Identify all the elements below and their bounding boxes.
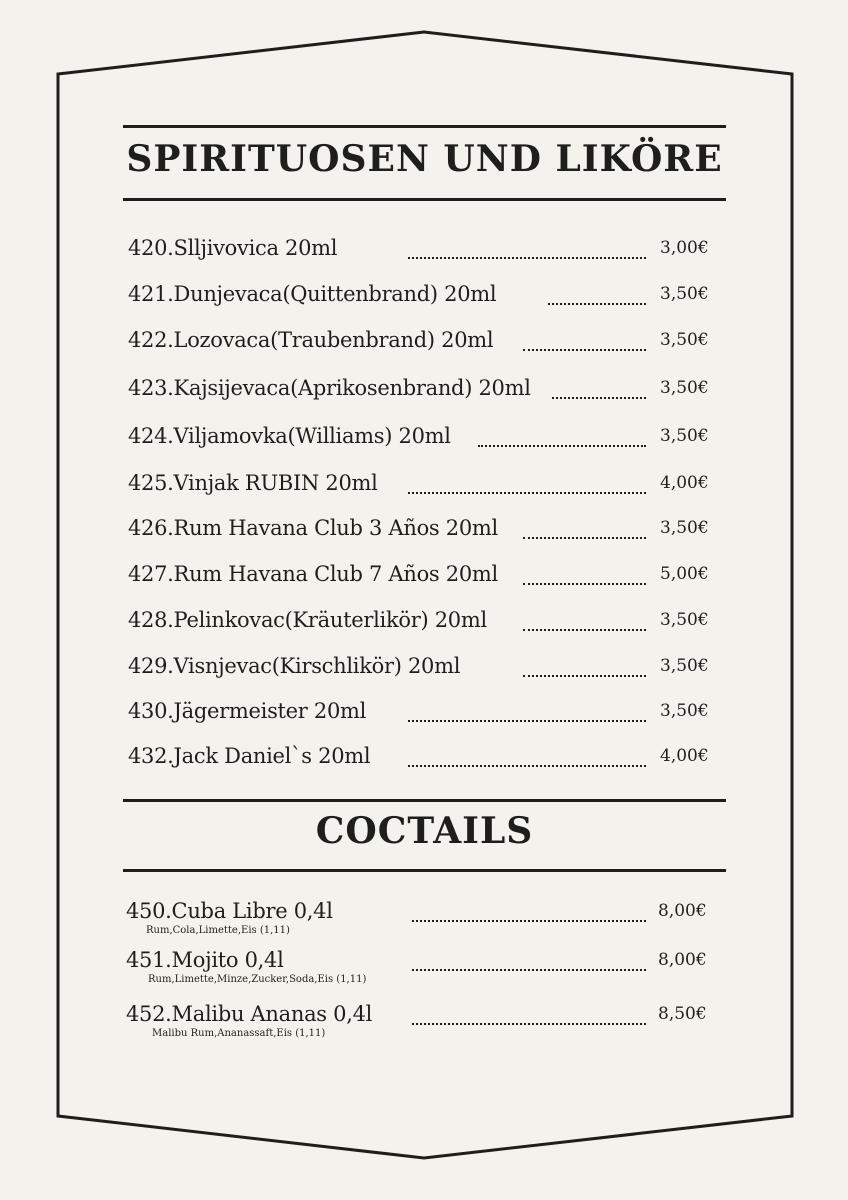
leader-dots	[408, 257, 646, 259]
item-price: 3,50€	[660, 426, 709, 446]
menu-item	[128, 562, 728, 596]
item-price: 3,50€	[660, 284, 709, 304]
menu-item	[128, 424, 728, 458]
item-name: 451.Mojito 0,4l	[126, 948, 284, 972]
item-price: 3,50€	[660, 701, 709, 721]
divider	[123, 869, 726, 872]
leader-dots	[552, 397, 646, 399]
leader-dots	[478, 445, 646, 447]
item-name: 426.Rum Havana Club 3 Años 20ml	[128, 516, 498, 540]
item-description: Rum,Limette,Minze,Zucker,Soda,Eis (1,11)	[148, 974, 367, 985]
item-description: Malibu Rum,Ananassaft,Eis (1,11)	[152, 1028, 326, 1039]
leader-dots	[523, 675, 646, 677]
menu-item	[128, 328, 728, 362]
menu-item	[128, 376, 728, 410]
item-price: 8,00€	[658, 950, 707, 970]
item-name: 432.Jack Daniel`s 20ml	[128, 744, 371, 768]
menu-item	[126, 948, 726, 985]
menu-item	[128, 471, 728, 505]
divider	[123, 799, 726, 802]
leader-dots	[523, 629, 646, 631]
leader-dots	[412, 1023, 646, 1025]
item-name: 429.Visnjevac(Kirschlikör) 20ml	[128, 654, 461, 678]
item-price: 8,50€	[658, 1004, 707, 1024]
item-price: 3,00€	[660, 238, 709, 258]
item-price: 8,00€	[658, 901, 707, 921]
section-title-coctails: COCTAILS	[315, 810, 534, 852]
item-price: 4,00€	[660, 746, 709, 766]
item-name: 421.Dunjevaca(Quittenbrand) 20ml	[128, 282, 497, 306]
divider	[123, 198, 726, 201]
menu-item	[128, 516, 728, 550]
item-price: 4,00€	[660, 473, 709, 493]
item-name: 450.Cuba Libre 0,4l	[126, 899, 333, 923]
item-name: 430.Jägermeister 20ml	[128, 699, 367, 723]
leader-dots	[548, 303, 646, 305]
item-price: 3,50€	[660, 330, 709, 350]
leader-dots	[408, 492, 646, 494]
menu-item	[126, 1002, 726, 1039]
item-price: 3,50€	[660, 518, 709, 538]
item-price: 3,50€	[660, 378, 709, 398]
menu-item	[126, 899, 726, 936]
item-price: 3,50€	[660, 656, 709, 676]
leader-dots	[523, 537, 646, 539]
leader-dots	[412, 969, 646, 971]
menu-item	[128, 282, 728, 316]
item-name: 425.Vinjak RUBIN 20ml	[128, 471, 378, 495]
item-name: 452.Malibu Ananas 0,4l	[126, 1002, 373, 1026]
leader-dots	[408, 765, 646, 767]
item-name: 423.Kajsijevaca(Aprikosenbrand) 20ml	[128, 376, 531, 400]
section-title-spirits: SPIRITUOSEN UND LIKÖRE	[126, 138, 723, 180]
item-description: Rum,Cola,Limette,Eis (1,11)	[146, 925, 290, 936]
item-name: 420.Slljivovica 20ml	[128, 236, 338, 260]
divider	[123, 125, 726, 128]
leader-dots	[523, 583, 646, 585]
menu-item	[128, 744, 728, 778]
leader-dots	[523, 349, 646, 351]
leader-dots	[412, 920, 646, 922]
menu-item	[128, 654, 728, 688]
item-name: 424.Viljamovka(Williams) 20ml	[128, 424, 451, 448]
leader-dots	[408, 720, 646, 722]
item-name: 427.Rum Havana Club 7 Años 20ml	[128, 562, 498, 586]
item-price: 3,50€	[660, 610, 709, 630]
item-price: 5,00€	[660, 564, 709, 584]
item-name: 422.Lozovaca(Traubenbrand) 20ml	[128, 328, 494, 352]
item-name: 428.Pelinkovac(Kräuterlikör) 20ml	[128, 608, 487, 632]
menu-item	[128, 608, 728, 642]
menu-item	[128, 236, 728, 270]
menu-item	[128, 699, 728, 733]
